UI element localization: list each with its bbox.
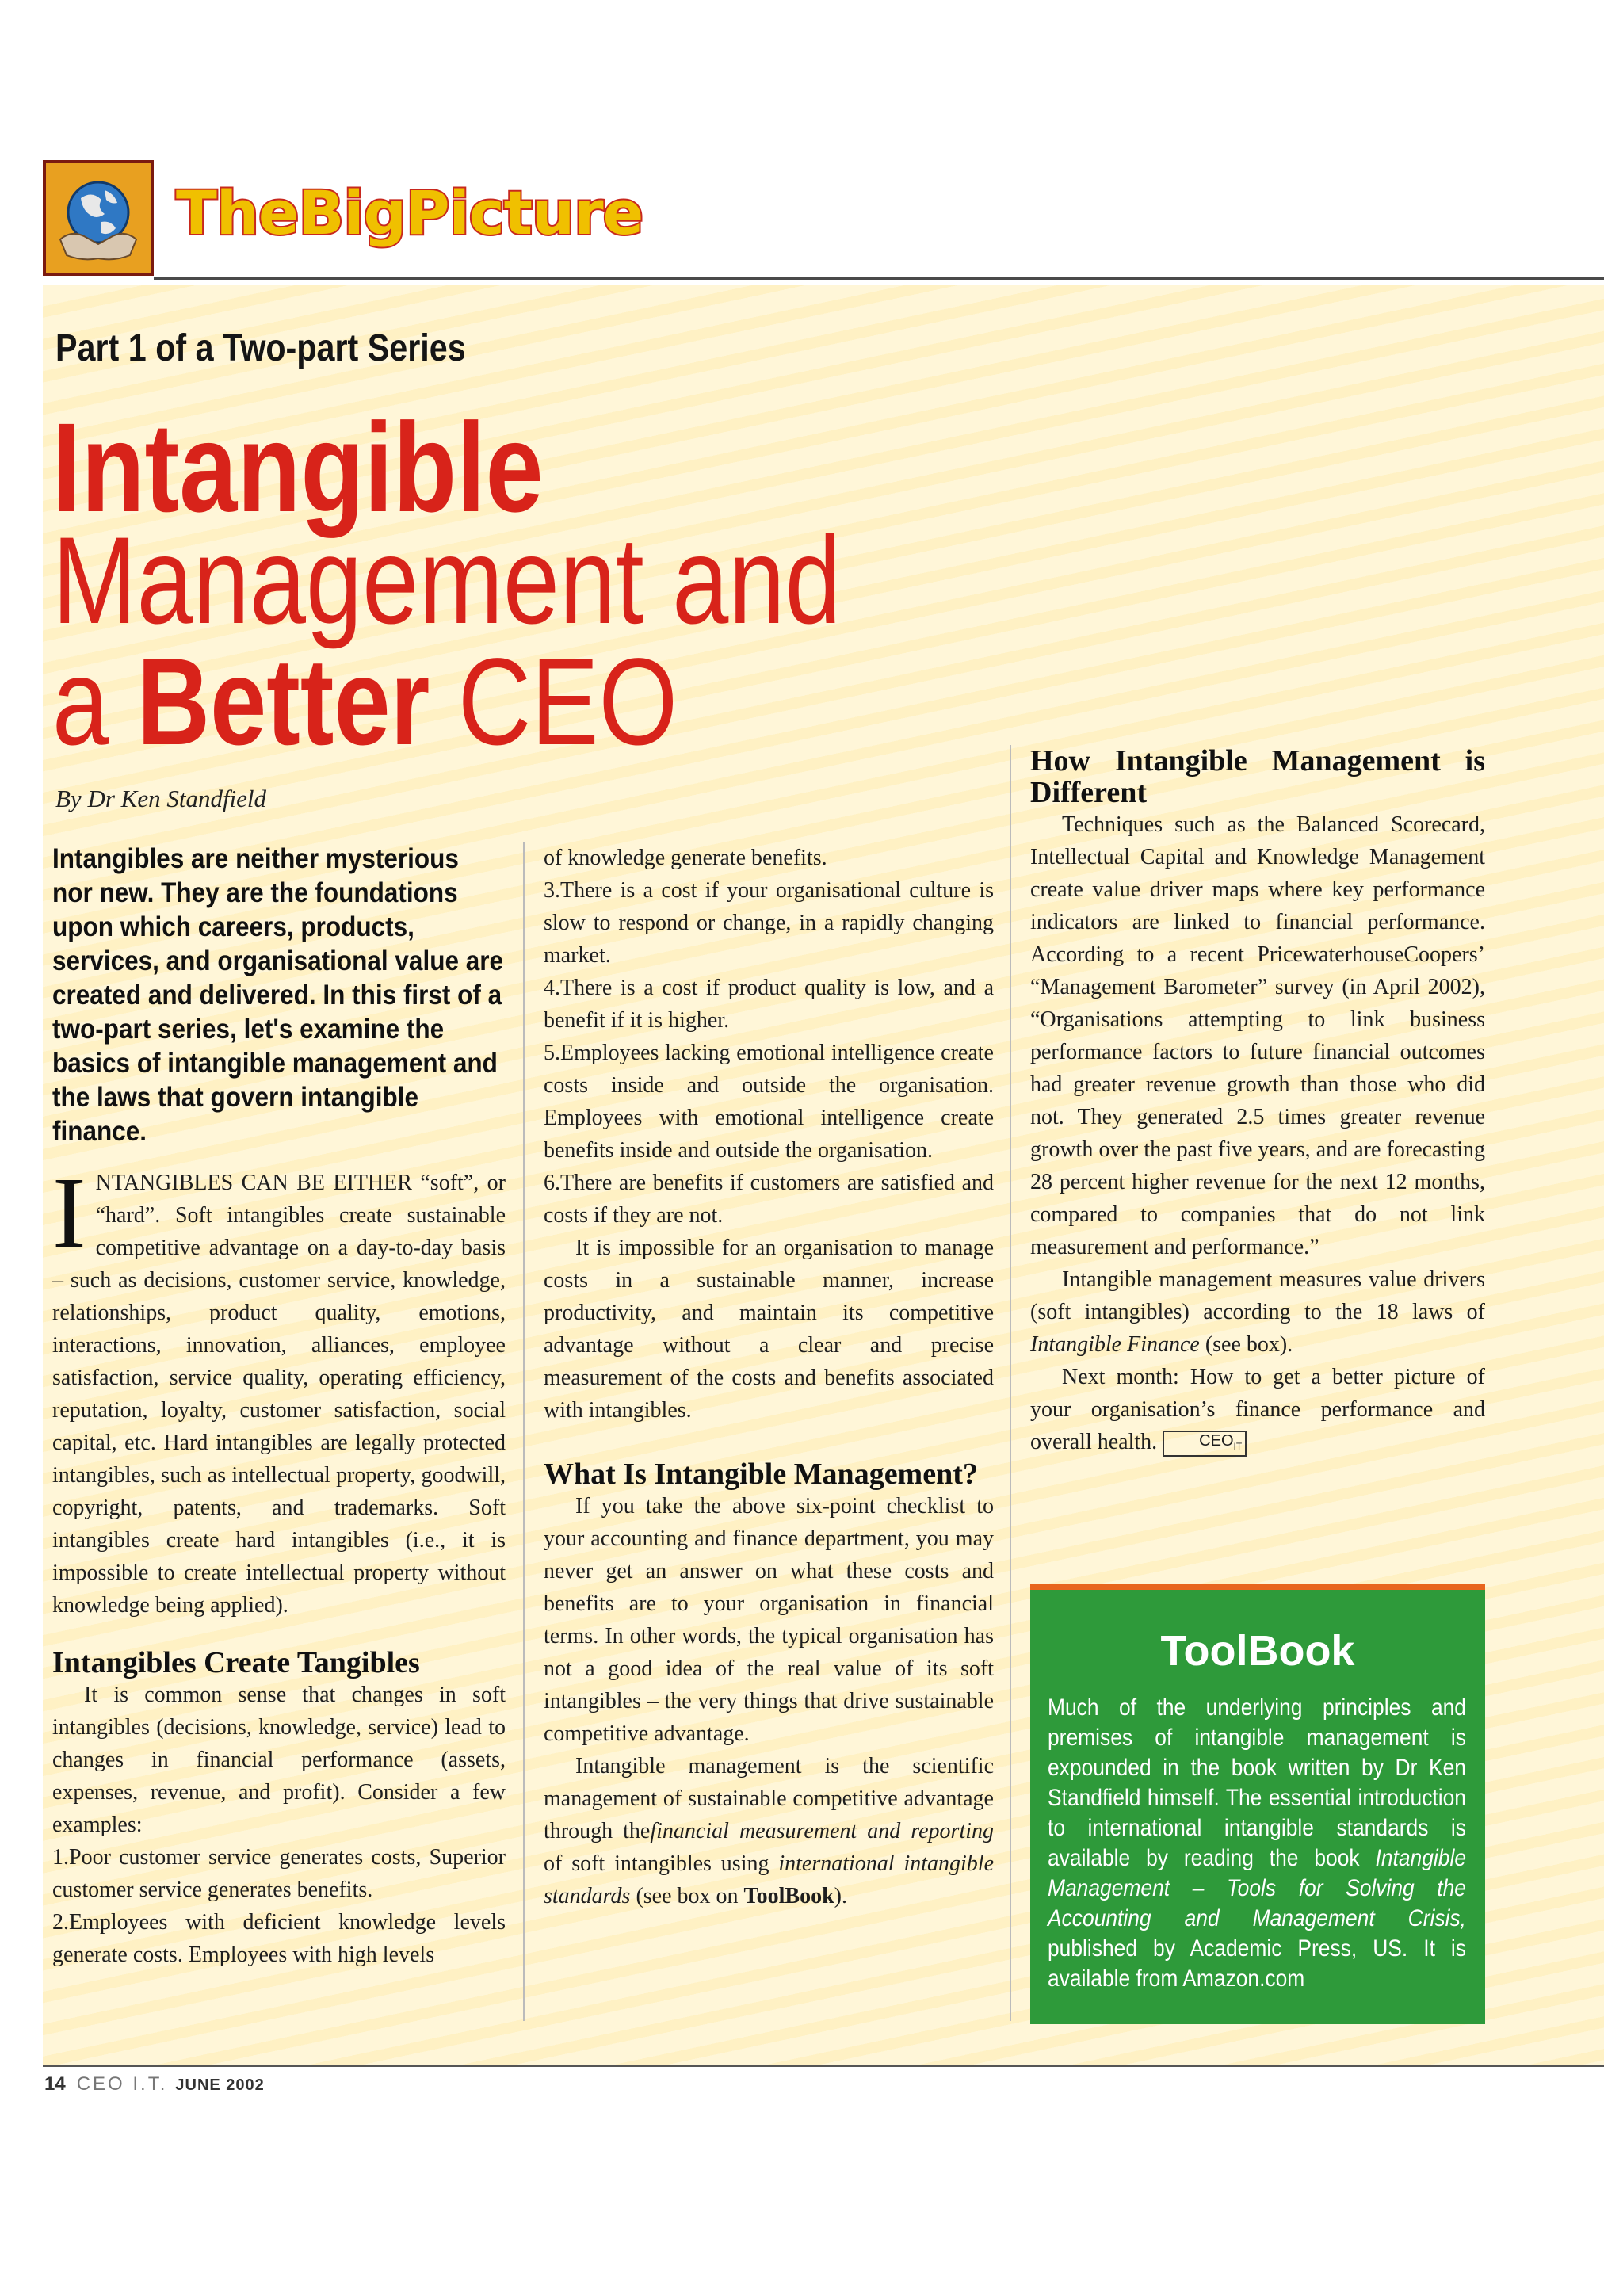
text-run: Intangible management is the scientific management of sustainable competitive advantage through the [544,1754,994,1843]
text-run: Next month: How to get a better picture of your organisation’s finance performance and overall health. [1030,1365,1485,1454]
byline: By Dr Ken Standfield [55,785,267,812]
paragraph: It is impossible for an organisation to manage costs in a sustainable manner, increase productivity, and maintain its competitive advantage without a clear and precise measurement of the costs and benefits associated with intangibles. [544,1236,994,1423]
headline-line-3-a: a [52,633,137,771]
text-run: published by Academic Press, US. It is available from Amazon.com [1048,1935,1466,1992]
toolbook-body [1048,1693,1466,1994]
text-run: (see box). [1199,1332,1293,1357]
paragraph [52,1156,506,1622]
headline-line-1: Intangible [52,396,544,538]
subheading: What Is Intangible Management? [544,1457,978,1491]
headline-line-3-bold: Better [136,633,430,771]
page-number: 14 [44,2073,66,2095]
end-mark-text: CEO [1199,1432,1234,1450]
intro-text: Intangibles are neither mysterious nor new. They are the foundations upon which careers, products, services, and organisational value are created and delivered. In this first of a two-part series, let's examine the basics of intangible management and the laws that govern intangible finance. [52,843,504,1147]
column-divider [523,842,525,2021]
text-run: of soft intangibles using [544,1851,779,1876]
list-item: 4.There is a cost if product quality is low, and a benefit if it is higher. [544,976,994,1033]
headline-line-2: Management and [52,512,842,650]
list-item: 5.Employees lacking emotional intelligence create costs inside and outside the organisation. Employees with emotional intelligence create benefits inside and outside the organisation. [544,1041,994,1163]
paragraph [1030,1361,1485,1458]
paragraph: It is common sense that changes in soft intangibles (decisions, knowledge, service) lead to changes in financial performance (assets, expenses, revenue, and profit). Consider a few examples: [52,1683,506,1837]
toolbook-box [1030,1584,1485,2024]
headline-line-3 [52,633,678,771]
paragraph-text: NTANGIBLES CAN BE EITHER “soft”, or “hard”. Soft intangibles create sustainable competitive advantage on a day-to-day basis – such as decisions, customer service, knowledge, relationships, product quality, emotions, interactions, innovation, alliances, employee satisfaction, service quality, operating efficiency, reputation, loyalty, customer satisfaction, social capital, etc. Hard intangibles are legally protected intangibles, such as intellectual property, goodwill, copyright, patents, and trademarks. Soft intangibles create hard intangibles (i.e., it is impossible to create intellectual property without knowledge being applied). [52,1171,506,1618]
globe-in-hands-icon [46,163,151,273]
paragraph: If you take the above six-point checklist to your accounting and finance department, you may never get an answer on what these costs and benefits are to your organisation in financial terms. In other words, the typical organisation has not a good idea of the real value of its soft intangibles – the very things that drive sustainable competitive advantage. [544,1494,994,1746]
article-column-2 [544,842,994,1912]
paragraph [1030,1263,1485,1361]
list-item: 6.There are benefits if customers are satisfied and costs if they are not. [544,1171,994,1228]
subheading: Intangibles Create Tangibles [52,1646,420,1679]
series-label: Part 1 of a Two-part Series [55,327,466,369]
toolbook-text [1048,1693,1466,1994]
drop-cap: I [52,1156,86,1269]
publication-name: CEO I.T. [76,2073,168,2095]
text-run: ). [834,1884,847,1908]
column-divider [1010,745,1011,2021]
article-column-1 [52,1156,506,1971]
header-divider [154,277,1604,280]
subheading: How Intangible Management is Different [1030,744,1485,809]
text-run-italic: financial measurement and reporting [650,1819,995,1843]
toolbook-reference: ToolBook [743,1884,834,1908]
list-item: 3.There is a cost if your organisational culture is slow to respond or change, in a rapidly changing market. [544,878,994,968]
section-title: TheBigPicture [176,178,643,248]
paragraph [544,1750,994,1912]
headline-line-3-b: CEO [430,633,678,771]
text-run-italic: Intangible Finance [1030,1332,1200,1357]
list-item: 2.Employees with deficient knowledge levels generate costs. Employees with high levels [52,1910,506,1967]
text-run: Intangible management measures value drivers (soft intangibles) according to the 18 laws of [1030,1267,1485,1324]
end-mark-sub: IT [1233,1441,1243,1453]
section-logo [43,160,154,276]
text-run-italic: international intangible standards [544,1851,994,1908]
text-run: (see box on [630,1884,744,1908]
list-item: 1.Poor customer service generates costs, Superior customer service generates benefits. [52,1845,506,1902]
text-run: Much of the underlying principles and premises of intangible management is expounded in the book written by Dr Ken Standfield himself. The essential introduction to international intangible standards is available by reading the book [1048,1694,1466,1871]
end-of-article-mark [1163,1431,1247,1457]
page-footer [44,2073,265,2095]
list-item: of knowledge generate benefits. [544,846,827,870]
toolbook-title: ToolBook [1160,1627,1355,1675]
footer-divider [43,2065,1604,2067]
article-column-3 [1030,745,1485,1458]
book-title: Intangible Management – Tools for Solving the Accounting and Management Crisis, [1048,1845,1466,1931]
issue-date: JUNE 2002 [175,2076,265,2094]
paragraph: Techniques such as the Balanced Scorecard, Intellectual Capital and Knowledge Management create value driver maps where key performance indicators are linked to financial performance. According to a recent PricewaterhouseCoopers’ “Management Barometer” survey (in April 2002), “Organisations attempting to link business performance factors to future financial outcomes had greater revenue growth than those who did not. They generated 2.5 times greater revenue growth over the past five years, and are forecasting 28 percent higher revenue for the next 12 months, compared to companies that do not link measurement and performance.” [1030,812,1485,1259]
intro-standfirst [52,842,504,1148]
